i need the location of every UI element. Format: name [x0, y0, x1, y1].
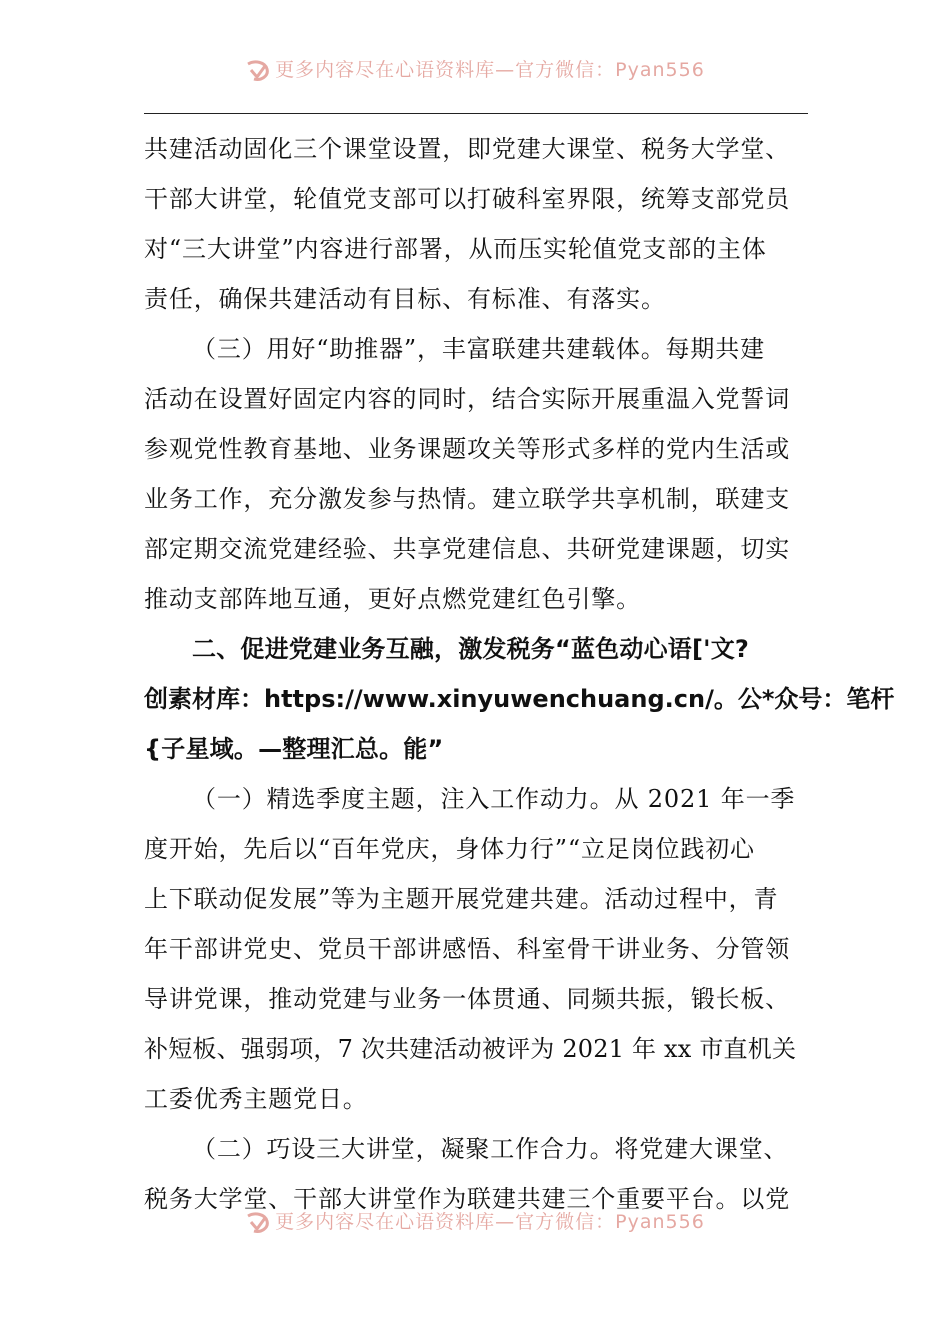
- text-line: （三）用好“助推器”，丰富联建共建载体。每期共建: [192, 335, 765, 363]
- text-line: 补短板、强弱项，7 次共建活动被评为 2021 年 xx 市直机关: [144, 1035, 797, 1063]
- text-line: 对“三大讲堂”内容进行部署，从而压实轮值党支部的主体: [144, 235, 767, 263]
- section-heading: [144, 624, 895, 774]
- logo-icon: [245, 1212, 271, 1234]
- text-line: （一）精选季度主题，注入工作动力。从 2021 年一季: [192, 785, 796, 813]
- text-line: 共建活动固化三个课堂设置，即党建大课堂、税务大学堂、: [144, 135, 791, 163]
- text-line: 责任，确保共建活动有目标、有标准、有落实。: [144, 285, 666, 313]
- header-watermark-text: 更多内容尽在心语资料库—官方微信：Pyan556: [275, 59, 705, 81]
- document-body: [144, 124, 895, 1224]
- text-line: 部定期交流党建经验、共享党建信息、共研党建课题，切实: [144, 535, 791, 563]
- text-line: 工委优秀主题党日。: [144, 1085, 368, 1113]
- text-line: （二）巧设三大讲堂，凝聚工作合力。将党建大课堂、: [192, 1135, 789, 1163]
- text-line: 度开始，先后以“百年党庆，身体力行”“立足岗位践初心: [144, 835, 755, 863]
- text-line: 推动支部阵地互通，更好点燃党建红色引擎。: [144, 585, 641, 613]
- paragraph: [144, 324, 808, 624]
- logo-icon: [245, 60, 271, 82]
- text-line: 上下联动促发展”等为主题开展党建共建。活动过程中，青: [144, 885, 779, 913]
- text-line: 活动在设置好固定内容的同时，结合实际开展重温入党誓词: [144, 385, 791, 413]
- text-line: 参观党性教育基地、业务课题攻关等形式多样的党内生活或: [144, 435, 791, 463]
- paragraph: [144, 1124, 808, 1224]
- text-line: 业务工作，充分激发参与热情。建立联学共享机制，联建支: [144, 485, 791, 513]
- heading-line: {子星域。—整理汇总。能”: [144, 735, 444, 763]
- text-line: 干部大讲堂，轮值党支部可以打破科室界限，统筹支部党员: [144, 185, 791, 213]
- header-rule: [144, 113, 808, 114]
- text-line: 税务大学堂、干部大讲堂作为联建共建三个重要平台。以党: [144, 1185, 791, 1213]
- heading-line: 创素材库：https://www.xinyuwenchuang.cn/。公*众号：笔杆: [144, 685, 895, 713]
- text-line: 年干部讲党史、党员干部讲感悟、科室骨干讲业务、分管领: [144, 935, 791, 963]
- footer-watermark-text: 更多内容尽在心语资料库—官方微信：Pyan556: [275, 1211, 705, 1233]
- paragraph: [144, 774, 808, 1124]
- text-line: 导讲党课，推动党建与业务一体贯通、同频共振，锻长板、: [144, 985, 791, 1013]
- heading-line: 二、促进党建业务互融，激发税务“蓝色动心语['文?: [192, 635, 750, 663]
- paragraph: [144, 124, 808, 324]
- header-watermark: [0, 58, 950, 82]
- footer-watermark: [0, 1210, 950, 1234]
